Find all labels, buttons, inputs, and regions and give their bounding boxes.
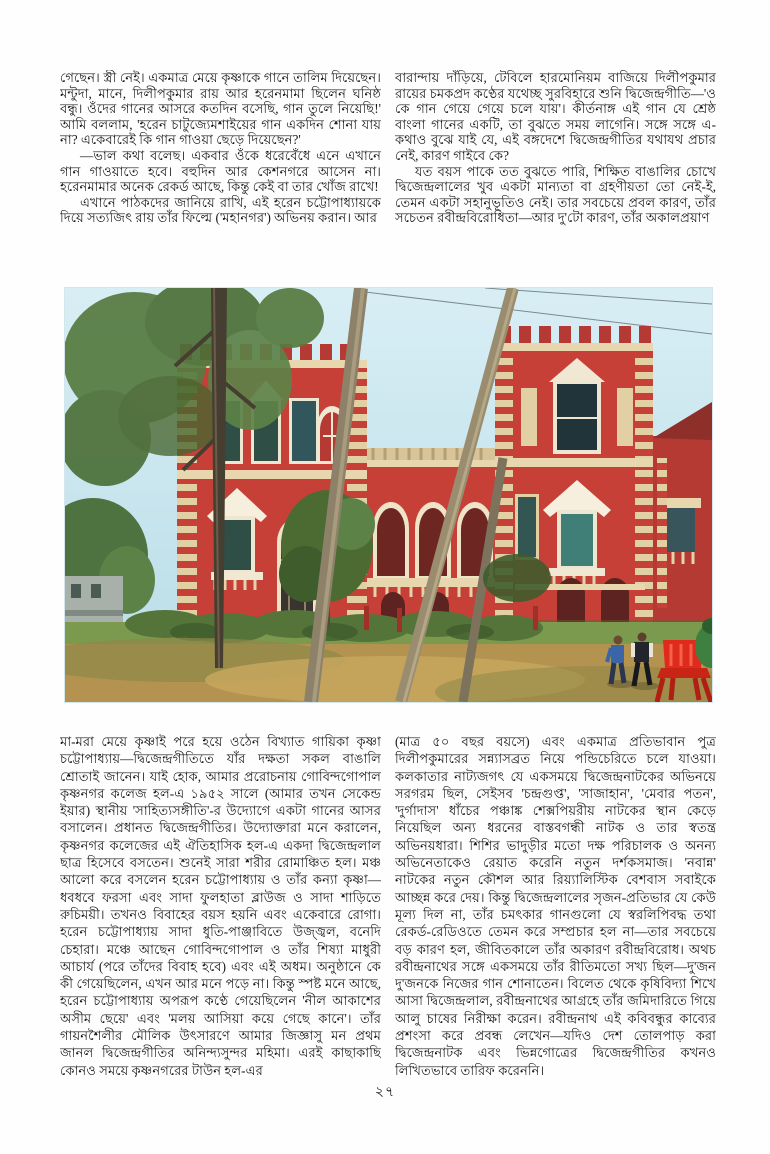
bottom-left-column (60, 733, 381, 1077)
paragraph: (মাত্র ৫০ বছর বয়সে) এবং একমাত্র প্রতিভাবান পুত্র দিলীপকুমারের সন্ন্যাসব্রত নিয়ে পন্ডিচেরিতে চলে যাওয়া। কলকাতার নাট্যজগৎ যে একসময়ে দ্বিজেন্দ্রনাটকের অভিনয়ে সরগরম ছিল, সেইসব 'চন্দ্রগুপ্ত', 'সাজাহান', 'মেবার পতন', 'দুর্গাদাস' ধাঁচের পঞ্চাঙ্ক শেক্সপিয়রীয় নাটকের স্থান কেড়ে নিয়েছিল অন্য ধরনের বাস্তবগন্ধী নাটক ও তার স্বতন্ত্র অভিনয়ধারা। শিশির ভাদুড়ীর মতো দক্ষ পরিচালক ও অনন্য অভিনেতাকেও রেয়াত করেনি নতুন দর্শকসমাজ। 'নবান্ন' নাটকের নতুন কৌশল আর রিয়্যালিস্টিক বেশবাস সবাইকে আচ্ছন্ন করে দেয়। কিন্তু দ্বিজেন্দ্রলালের সৃজন-প্রতিভার যে কেউ মূল্য দিল না, তাঁর চমৎকার গানগুলো যে স্বরলিপিবদ্ধ তথা রেকর্ড-রেডিওতে তেমন করে সম্প্রচার হল না—তার সবচেয়ে বড় কারণ হল, জীবিতকালে তাঁর অকারণ রবীন্দ্রবিরোধ। অথচ রবীন্দ্রনাথের সঙ্গে একসময়ে তাঁর রীতিমতো সখ্য ছিল—দু'জন দু'জনকে নিজের গান শোনাতেন। বিলেত থেকে কৃষিবিদ্যা শিখে আসা দ্বিজেন্দ্রলাল, রবীন্দ্রনাথের আগ্রহে তাঁর জমিদারিতে গিয়ে আলু চাষের নিরীক্ষা করেন। রবীন্দ্রনাথ এই কবিবন্ধুর কাব্যের প্রশংসা করে প্রবন্ধ লেখেন—যদিও দেশ তোলপাড় করা দ্বিজেন্দ্রনাটক এবং ভিন্নগোত্রের দ্বিজেন্দ্রগীতির কখনও লিখিতভাবে তারিফ করেননি। (395, 734, 716, 1077)
bottom-text-block (60, 733, 716, 1077)
top-left-column (60, 70, 381, 282)
page-number: ২৭ (374, 1085, 396, 1100)
building-photo (65, 288, 712, 702)
paragraph: বারান্দায় দাঁড়িয়ে, টেবিলে হারমোনিয়ম বাজিয়ে দিলীপকুমার রায়ের চমকপ্রদ কণ্ঠের যথেচ্ছ সুরবিহারে শুনি দ্বিজেন্দ্রগীতি—'ও কে গান গেয়ে গেয়ে চলে যায়'। কীর্তনাঙ্গ এই গান যে শ্রেষ্ঠ বাংলা গানের একটি, তা বুঝতে সময় লাগেনি। সঙ্গে সঙ্গে এ-কথাও বুঝে যাই যে, এই বঙ্গদেশে দ্বিজেন্দ্রগীতির যথাযথ প্রচার নেই, কারণ গাইবে কে? (395, 70, 716, 163)
bottom-right-column (395, 733, 716, 1077)
paragraph: যত বয়স পাকে তত বুঝতে পারি, শিক্ষিত বাঙালির চোখে দ্বিজেন্দ্রলালের খুব একটা মান্যতা বা গ্রহণীয়তা তো নেই-ই, তেমন একটা সহানুভূতিও নেই। তার সবচেয়ে প্রবল কারণ, তাঁর সচেতন রবীন্দ্রবিরোধিতা—আর দু'টো কারণ, তাঁর অকালপ্রয়াণ (395, 163, 716, 226)
paragraph: এখানে পাঠকদের জানিয়ে রাখি, এই হরেন চট্টোপাধ্যায়কে দিয়ে সত্যজিৎ রায় তাঁর ফিল্মে ('মহানগর') অভিনয় করান। আর (60, 194, 381, 226)
top-text-block (60, 70, 716, 282)
paragraph: গেছেন। স্ত্রী নেই। একমাত্র মেয়ে কৃষ্ণাকে গানে তালিম দিয়েছেন। মন্টুদা, মানে, দিলীপকুমার রায় আর হরেনমামা ছিলেন ঘনিষ্ঠ বন্ধু। ওঁদের গানের আসরে কতদিন বসেছি, গান তুলে নিয়েছি!' আমি বললাম, 'হরেন চাটুজ্যেমশাইয়ের গান একদিন শোনা যায় না? একেবারেই কি গান গাওয়া ছেড়ে দিয়েছেন?' (60, 70, 381, 148)
building-photo-illustration (65, 288, 712, 702)
paragraph: মা-মরা মেয়ে কৃষ্ণাই পরে হয়ে ওঠেন বিখ্যাত গায়িকা কৃষ্ণা চট্টোপাধ্যায়—দ্বিজেন্দ্রগীতিতে যাঁর দক্ষতা সকল বাঙালি শ্রোতাই জানেন। যাই হোক, আমার প্ররোচনায় গোবিন্দগোপাল কৃষ্ণনগর কলেজ হল-এ ১৯৫২ সালে (আমার তখন সেকেন্ড ইয়ার) স্থানীয় 'সাহিত্যসঙ্গীতি'-র উদ্যোগে একটা গানের আসর বসালেন। প্রধানত দ্বিজেন্দ্রগীতির। উদ্যোক্তারা মনে করালেন, কৃষ্ণনগর কলেজের এই ঐতিহাসিক হল-এ একদা দ্বিজেন্দ্রলাল ছাত্র হিসেবে বসতেন। শুনেই সারা শরীর রোমাঞ্চিত হল। মঞ্চ আলো করে বসলেন হরেন চট্টোপাধ্যায় ও তাঁর কন্যা কৃষ্ণা—ধবধবে ফরসা এবং সাদা ফুলহাতা ব্লাউজ ও সাদা শাড়িতে রুচিময়ী। তখনও বিবাহের বয়স হয়নি এবং একেবারে রোগা। হরেন চট্টোপাধ্যায় সাদা ধুতি-পাঞ্জাবিতে উজ্জ্বল, বনেদি চেহারা। মঞ্চে আছেন গোবিন্দগোপাল ও তাঁর শিষ্যা মাধুরী আচার্য (পরে তাঁদের বিবাহ হবে) এবং এই অধম। অনুষ্ঠানে কে কী গেয়েছিলেন, এখন আর মনে পড়ে না। কিন্তু স্পষ্ট মনে আছে, হরেন চট্টোপাধ্যায় অপরূপ কণ্ঠে গেয়েছিলেন 'নীল আকাশের অসীম ছেয়ে' এবং 'মলয় আসিয়া কয়ে গেছে কানে'। তাঁর গায়নশৈলীর মৌলিক উৎসারণে আমার জিজ্ঞাসু মন প্রথম জানল দ্বিজেন্দ্রগীতির অনিন্দ্যসুন্দর মহিমা। এরই কাছাকাছি কোনও সময়ে কৃষ্ণনগরের টাউন হল-এর (60, 734, 381, 1077)
top-right-column (395, 70, 716, 282)
paragraph: —ভাল কথা বলেছ। একবার ওঁকে ধরেবেঁধে এনে এখানে গান গাওয়াতে হবে। বহুদিন আর কেশনগরে আসেন না। হরেনমামার অনেক রেকর্ড আছে, কিন্তু কেই বা তার খোঁজ রাখে! (60, 147, 381, 195)
